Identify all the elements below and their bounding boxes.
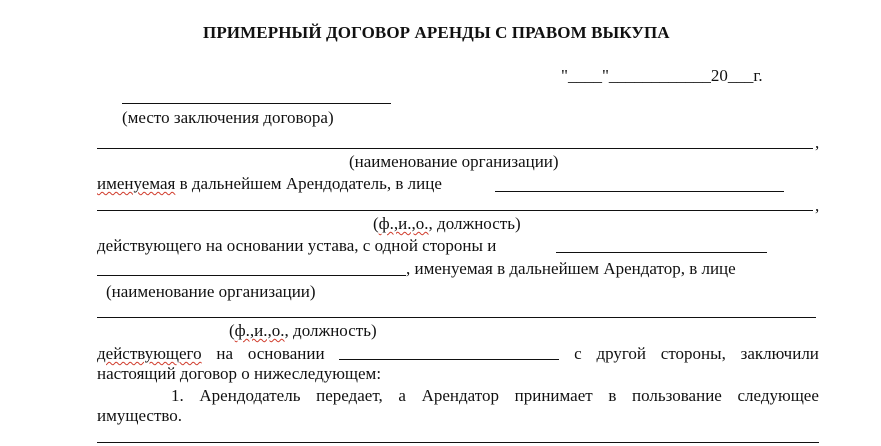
fio-blank-1 <box>97 210 813 211</box>
org-caption-2: (наименование организации) <box>106 282 316 301</box>
acting-basis-line: действующего на основании с другой стороны, заключили <box>97 344 819 363</box>
place-blank <box>122 103 391 104</box>
lessor-rep-blank <box>495 191 784 192</box>
comma-1: , <box>815 133 820 152</box>
fio-caption-1: (ф.,и.,о., должность) <box>373 214 521 233</box>
fio-caption-2: (ф.,и.,о., должность) <box>229 321 377 340</box>
property-blank <box>97 442 819 443</box>
clause-1-line: 1. Арендодатель передает, а Арендатор принимает в пользование следующее <box>171 386 819 405</box>
comma-2: , <box>815 196 820 215</box>
org-caption-1: (наименование организации) <box>349 152 559 171</box>
agreement-intro: настоящий договор о нижеследующем: <box>97 364 382 383</box>
lessee-line: , именуемая в дальнейшем Арендатор, в лице <box>406 259 736 278</box>
lessor-prefix: именуемая <box>97 174 176 193</box>
lessor-rest: в дальнейшем Арендодатель, в лице <box>175 174 447 193</box>
lessor-line <box>97 174 446 194</box>
basis-blank <box>339 344 559 360</box>
fio-blank-2 <box>97 317 816 318</box>
date-line: "____"____________20___г. <box>561 66 763 85</box>
lessee-org-blank <box>97 275 406 276</box>
acting-charter-line: действующего на основании устава, с одной стороны и <box>97 236 497 255</box>
clause-1-end: имущество. <box>97 406 183 425</box>
lessee-blank-1 <box>556 252 767 253</box>
place-caption: (место заключения договора) <box>122 108 334 127</box>
org-blank-1 <box>97 148 813 149</box>
document-title: ПРИМЕРНЫЙ ДОГОВОР АРЕНДЫ С ПРАВОМ ВЫКУПА <box>203 23 670 42</box>
